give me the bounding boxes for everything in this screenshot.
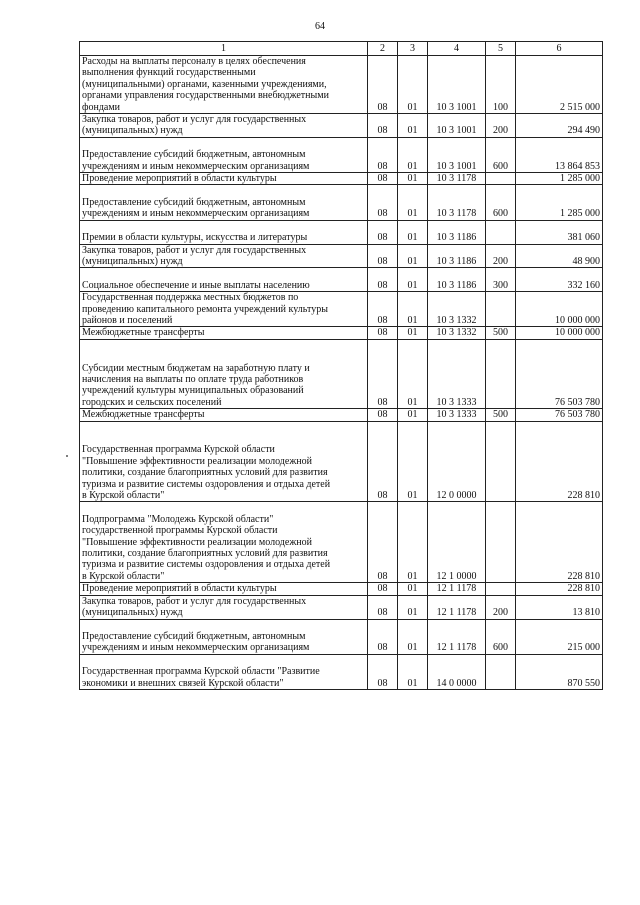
target-article-cell: 10 3 1333 xyxy=(428,409,486,421)
expense-name-line xyxy=(82,138,365,149)
section-code-cell: 08 xyxy=(368,339,398,408)
table-row xyxy=(80,173,603,185)
subsection-code-cell: 01 xyxy=(398,173,428,185)
expense-name-line: Проведение мероприятий в области культуры xyxy=(82,583,277,595)
amount-cell: 13 810 xyxy=(516,595,603,619)
amount-cell: 332 160 xyxy=(516,268,603,292)
target-article-cell: 10 3 1332 xyxy=(428,327,486,339)
table-row xyxy=(80,137,603,172)
target-article-cell: 10 3 1332 xyxy=(428,292,486,327)
table-row xyxy=(80,327,603,339)
table-header-row xyxy=(80,42,603,56)
expense-type-cell: 600 xyxy=(486,185,516,220)
subsection-code-cell: 01 xyxy=(398,244,428,268)
column-header-2: 2 xyxy=(368,42,398,56)
expense-name-cell xyxy=(80,327,368,339)
expense-type-cell: 100 xyxy=(486,56,516,114)
target-article-cell: 12 1 1178 xyxy=(428,583,486,595)
expense-type-cell xyxy=(486,583,516,595)
section-code-cell: 08 xyxy=(368,502,398,583)
expense-name-line: учреждениям и иным некоммерческим организациям xyxy=(82,208,310,220)
amount-cell: 10 000 000 xyxy=(516,292,603,327)
expense-name-line: Предоставление субсидий бюджетным, автономным xyxy=(82,196,306,208)
expense-name-line: Межбюджетные трансферты xyxy=(82,409,205,421)
expense-name-line xyxy=(82,268,365,279)
amount-cell: 228 810 xyxy=(516,421,603,502)
expense-name-cell xyxy=(80,292,368,327)
expense-name-line: проведению капитального ремонта учреждений культуры xyxy=(82,303,328,315)
budget-table xyxy=(79,41,603,690)
page-number: 64 xyxy=(315,21,325,32)
expense-name-line: в Курской области" xyxy=(82,490,165,502)
expense-type-cell: 200 xyxy=(486,244,516,268)
expense-name-cell xyxy=(80,619,368,654)
expense-name-line xyxy=(82,433,365,444)
expense-name-line: Социальное обеспечение и иные выплаты населению xyxy=(82,279,310,291)
expense-type-cell xyxy=(486,502,516,583)
subsection-code-cell: 01 xyxy=(398,268,428,292)
target-article-cell: 10 3 1178 xyxy=(428,173,486,185)
amount-cell: 76 503 780 xyxy=(516,339,603,408)
table-row xyxy=(80,502,603,583)
amount-cell: 215 000 xyxy=(516,619,603,654)
expense-name-line: Предоставление субсидий бюджетным, автономным xyxy=(82,149,306,161)
expense-name-line: экономики и внешних связей Курской области" xyxy=(82,677,284,689)
expense-name-line: Государственная поддержка местных бюджетов по xyxy=(82,292,299,304)
column-header-1: 1 xyxy=(80,42,368,56)
expense-name-line xyxy=(82,655,365,666)
section-code-cell: 08 xyxy=(368,114,398,138)
expense-name-line: "Повышение эффективности реализации молодежной xyxy=(82,536,312,548)
section-code-cell: 08 xyxy=(368,220,398,244)
section-code-cell: 08 xyxy=(368,421,398,502)
section-code-cell: 08 xyxy=(368,56,398,114)
expense-name-line: туризма и развитие системы оздоровления и отдыха детей xyxy=(82,478,331,490)
expense-name-line: (муниципальными) органами, казенными учреждениями, xyxy=(82,78,327,90)
expense-type-cell: 600 xyxy=(486,619,516,654)
expense-name-line: Субсидии местным бюджетам на заработную плату и xyxy=(82,362,310,374)
expense-name-line: Подпрограмма "Молодежь Курской области" xyxy=(82,513,274,525)
expense-name-line: в Курской области" xyxy=(82,570,165,582)
target-article-cell: 12 1 0000 xyxy=(428,502,486,583)
expense-name-line: учреждений культуры муниципальных образований xyxy=(82,385,304,397)
subsection-code-cell: 01 xyxy=(398,292,428,327)
subsection-code-cell: 01 xyxy=(398,421,428,502)
expense-type-cell xyxy=(486,339,516,408)
table-row xyxy=(80,185,603,220)
table-row xyxy=(80,654,603,689)
expense-name-cell xyxy=(80,583,368,595)
expense-name-cell xyxy=(80,654,368,689)
expense-name-line: городских и сельских поселений xyxy=(82,396,222,408)
amount-cell: 1 285 000 xyxy=(516,185,603,220)
table-row xyxy=(80,583,603,595)
subsection-code-cell: 01 xyxy=(398,327,428,339)
amount-cell: 76 503 780 xyxy=(516,409,603,421)
amount-cell: 1 285 000 xyxy=(516,173,603,185)
expense-name-cell xyxy=(80,409,368,421)
expense-name-line: Закупка товаров, работ и услуг для государственных xyxy=(82,595,307,607)
table-row xyxy=(80,339,603,408)
expense-name-line: туризма и развитие системы оздоровления и отдыха детей xyxy=(82,559,331,571)
expense-name-line xyxy=(82,221,365,232)
table-row xyxy=(80,409,603,421)
expense-name-line: "Повышение эффективности реализации молодежной xyxy=(82,455,312,467)
expense-name-line: (муниципальных) нужд xyxy=(82,125,183,137)
expense-name-cell xyxy=(80,220,368,244)
amount-cell: 228 810 xyxy=(516,583,603,595)
expense-name-line: учреждениям и иным некоммерческим организациям xyxy=(82,160,310,172)
expense-name-cell xyxy=(80,137,368,172)
target-article-cell: 10 3 1001 xyxy=(428,137,486,172)
expense-type-cell: 200 xyxy=(486,114,516,138)
table-row xyxy=(80,292,603,327)
column-header-5: 5 xyxy=(486,42,516,56)
expense-name-line xyxy=(82,185,365,196)
subsection-code-cell: 01 xyxy=(398,339,428,408)
target-article-cell: 14 0 0000 xyxy=(428,654,486,689)
expense-type-cell xyxy=(486,220,516,244)
amount-cell: 381 060 xyxy=(516,220,603,244)
expense-name-line: политики, создание благоприятных условий для развития xyxy=(82,548,328,560)
section-code-cell: 08 xyxy=(368,595,398,619)
expense-name-line: начисления на выплаты по оплате труда работников xyxy=(82,373,304,385)
amount-cell: 2 515 000 xyxy=(516,56,603,114)
table-row xyxy=(80,268,603,292)
expense-type-cell: 200 xyxy=(486,595,516,619)
section-code-cell: 08 xyxy=(368,137,398,172)
expense-name-line: Предоставление субсидий бюджетным, автономным xyxy=(82,630,306,642)
expense-name-cell xyxy=(80,56,368,114)
expense-name-line: Закупка товаров, работ и услуг для государственных xyxy=(82,114,307,126)
subsection-code-cell: 01 xyxy=(398,502,428,583)
subsection-code-cell: 01 xyxy=(398,114,428,138)
expense-name-line: Закупка товаров, работ и услуг для государственных xyxy=(82,244,307,256)
expense-name-cell xyxy=(80,185,368,220)
column-header-4: 4 xyxy=(428,42,486,56)
section-code-cell: 08 xyxy=(368,173,398,185)
section-code-cell: 08 xyxy=(368,185,398,220)
target-article-cell: 10 3 1186 xyxy=(428,268,486,292)
column-header-3: 3 xyxy=(398,42,428,56)
expense-name-line: районов и поселений xyxy=(82,314,173,326)
expense-name-cell xyxy=(80,421,368,502)
table-row xyxy=(80,56,603,114)
expense-name-line: учреждениям и иным некоммерческим организациям xyxy=(82,642,310,654)
expense-type-cell xyxy=(486,654,516,689)
amount-cell: 48 900 xyxy=(516,244,603,268)
expense-name-cell xyxy=(80,339,368,408)
expense-name-line xyxy=(82,351,365,362)
column-header-6: 6 xyxy=(516,42,603,56)
expense-name-line: Межбюджетные трансферты xyxy=(82,327,205,339)
expense-name-line: Проведение мероприятий в области культуры xyxy=(82,173,277,185)
section-code-cell: 08 xyxy=(368,619,398,654)
amount-cell: 13 864 853 xyxy=(516,137,603,172)
expense-name-cell xyxy=(80,268,368,292)
table-row xyxy=(80,421,603,502)
expense-name-line: (муниципальных) нужд xyxy=(82,255,183,267)
table-body xyxy=(80,56,603,690)
expense-name-line: Государственная программа Курской области "Развитие xyxy=(82,666,320,678)
section-code-cell: 08 xyxy=(368,409,398,421)
subsection-code-cell: 01 xyxy=(398,654,428,689)
expense-name-line: (муниципальных) нужд xyxy=(82,607,183,619)
target-article-cell: 10 3 1333 xyxy=(428,339,486,408)
expense-name-line: Государственная программа Курской области xyxy=(82,444,275,456)
expense-type-cell: 500 xyxy=(486,327,516,339)
table-row xyxy=(80,619,603,654)
amount-cell: 294 490 xyxy=(516,114,603,138)
section-code-cell: 08 xyxy=(368,268,398,292)
table-row xyxy=(80,595,603,619)
expense-name-cell xyxy=(80,502,368,583)
section-code-cell: 08 xyxy=(368,327,398,339)
subsection-code-cell: 01 xyxy=(398,56,428,114)
target-article-cell: 10 3 1186 xyxy=(428,220,486,244)
expense-type-cell: 600 xyxy=(486,137,516,172)
expense-name-line: политики, создание благоприятных условий для развития xyxy=(82,467,328,479)
subsection-code-cell: 01 xyxy=(398,619,428,654)
subsection-code-cell: 01 xyxy=(398,185,428,220)
expense-name-line xyxy=(82,340,365,351)
target-article-cell: 12 1 1178 xyxy=(428,619,486,654)
subsection-code-cell: 01 xyxy=(398,595,428,619)
amount-cell: 870 550 xyxy=(516,654,603,689)
expense-name-cell xyxy=(80,114,368,138)
expense-name-line: государственной программы Курской области xyxy=(82,525,278,537)
expense-type-cell xyxy=(486,292,516,327)
expense-type-cell xyxy=(486,173,516,185)
table-row xyxy=(80,114,603,138)
subsection-code-cell: 01 xyxy=(398,220,428,244)
target-article-cell: 12 0 0000 xyxy=(428,421,486,502)
target-article-cell: 10 3 1186 xyxy=(428,244,486,268)
section-code-cell: 08 xyxy=(368,244,398,268)
expense-name-cell xyxy=(80,595,368,619)
expense-name-line: Расходы на выплаты персоналу в целях обеспечения xyxy=(82,56,306,67)
target-article-cell: 10 3 1001 xyxy=(428,114,486,138)
expense-name-line xyxy=(82,620,365,631)
expense-name-line: фондами xyxy=(82,101,121,113)
section-code-cell: 08 xyxy=(368,583,398,595)
table-row xyxy=(80,244,603,268)
expense-name-line xyxy=(82,422,365,433)
expense-name-cell xyxy=(80,244,368,268)
subsection-code-cell: 01 xyxy=(398,409,428,421)
subsection-code-cell: 01 xyxy=(398,583,428,595)
target-article-cell: 12 1 1178 xyxy=(428,595,486,619)
expense-name-line: Премии в области культуры, искусства и литературы xyxy=(82,232,308,244)
subsection-code-cell: 01 xyxy=(398,137,428,172)
expense-type-cell xyxy=(486,421,516,502)
amount-cell: 228 810 xyxy=(516,502,603,583)
section-code-cell: 08 xyxy=(368,292,398,327)
expense-type-cell: 300 xyxy=(486,268,516,292)
expense-name-line xyxy=(82,502,365,513)
table-row xyxy=(80,220,603,244)
section-code-cell: 08 xyxy=(368,654,398,689)
target-article-cell: 10 3 1001 xyxy=(428,56,486,114)
expense-name-line: выполнения функций государственными xyxy=(82,67,256,79)
target-article-cell: 10 3 1178 xyxy=(428,185,486,220)
stray-mark xyxy=(66,455,68,457)
expense-name-cell xyxy=(80,173,368,185)
amount-cell: 10 000 000 xyxy=(516,327,603,339)
expense-type-cell: 500 xyxy=(486,409,516,421)
expense-name-line: органами управления государственными внебюджетными xyxy=(82,90,329,102)
